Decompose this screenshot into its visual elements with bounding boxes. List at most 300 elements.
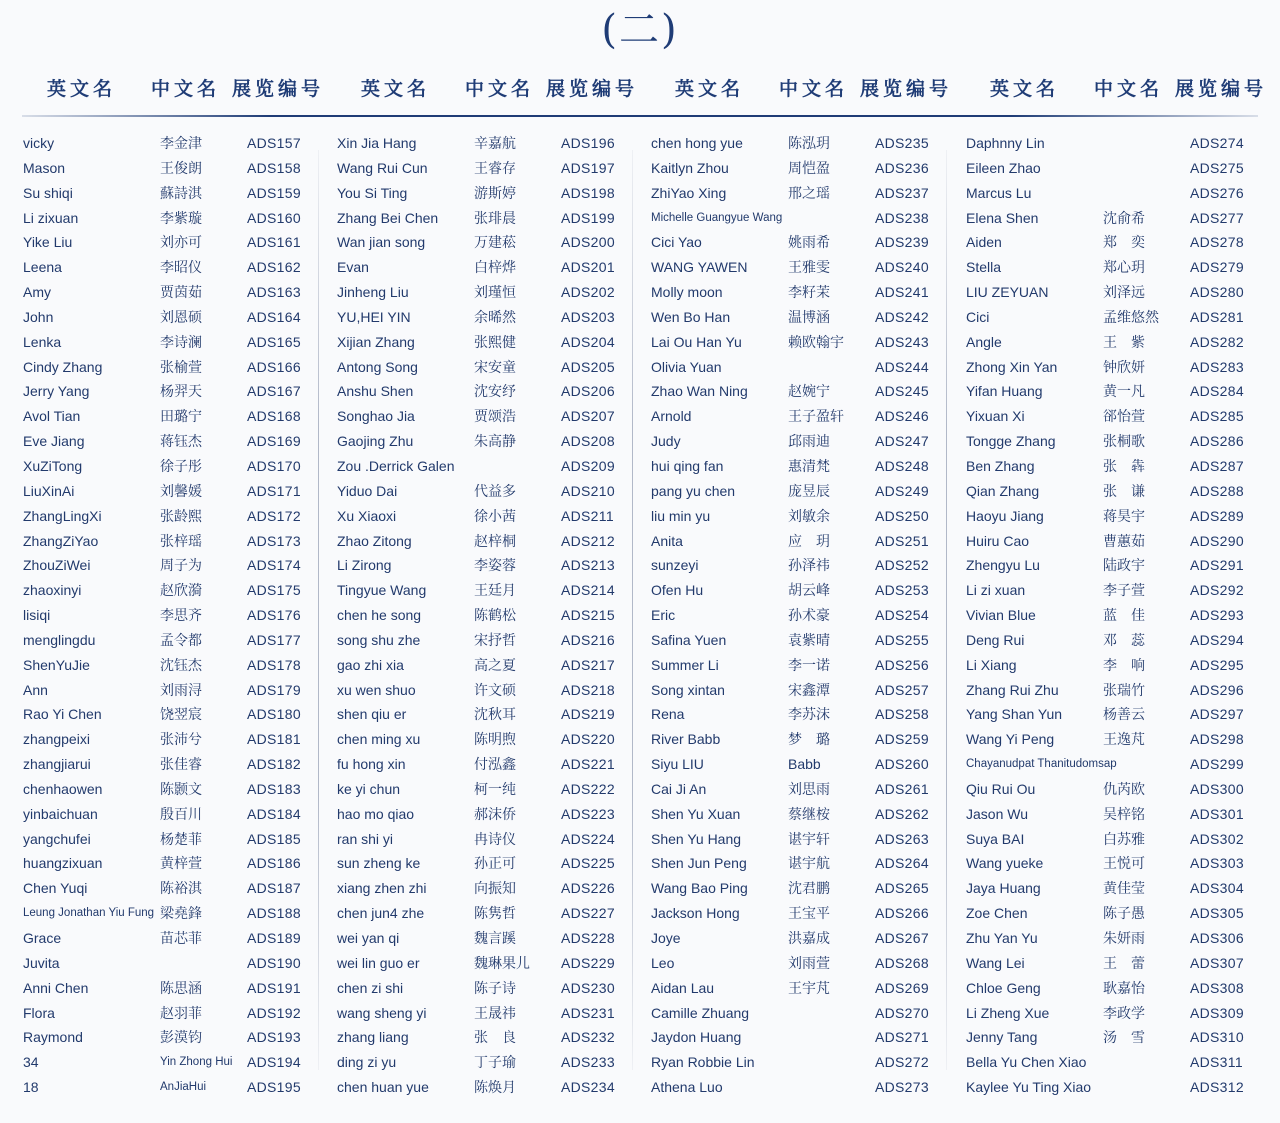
english-name: John: [23, 308, 54, 325]
english-name: Deng Rui: [966, 631, 1025, 648]
exhibit-number: ADS209: [561, 457, 615, 474]
list-item: [966, 752, 1266, 777]
list-item: [651, 181, 951, 206]
exhibit-number: ADS264: [875, 855, 929, 872]
exhibit-number: ADS292: [1190, 582, 1244, 599]
english-name: WANG YAWEN: [651, 259, 748, 276]
chinese-name: 刘思雨: [788, 780, 830, 797]
chinese-name: Babb: [788, 756, 821, 773]
english-name: LiuXinAi: [23, 482, 75, 499]
list-item: [23, 355, 323, 380]
english-name: Zhang Bei Chen: [337, 209, 439, 226]
english-name: Jinheng Liu: [337, 284, 409, 301]
english-name: Anshu Shen: [337, 383, 414, 400]
english-name: pang yu chen: [651, 482, 736, 499]
english-name: Leena: [23, 259, 62, 276]
list-item: [966, 802, 1266, 827]
exhibit-number: ADS277: [1190, 209, 1244, 226]
exhibit-number: ADS187: [247, 880, 301, 897]
exhibit-number: ADS190: [247, 954, 301, 971]
list-item: [966, 727, 1266, 752]
exhibit-number: ADS230: [561, 979, 615, 996]
chinese-name: 彭漠钧: [160, 1029, 202, 1046]
chinese-name: 张龄熙: [160, 507, 202, 524]
chinese-name: 李苏沫: [788, 706, 830, 723]
english-name: Siyu LIU: [651, 756, 704, 773]
exhibit-number: ADS219: [561, 706, 615, 723]
english-name: song shu zhe: [337, 631, 421, 648]
chinese-name: 袁紫晴: [788, 631, 830, 648]
english-name: Xin Jia Hang: [337, 135, 417, 151]
list-item: [966, 206, 1266, 231]
exhibit-number: ADS167: [247, 383, 301, 400]
english-name: liu min yu: [651, 507, 711, 524]
english-name: 18: [23, 1079, 39, 1096]
header-chinese-name-4: 中文名: [1094, 79, 1164, 100]
english-name: Eric: [651, 607, 676, 624]
english-name: vicky: [23, 135, 55, 151]
header-english-name-1: 英文名: [47, 79, 117, 100]
exhibit-number: ADS238: [875, 209, 929, 226]
english-name: Raymond: [23, 1029, 83, 1046]
chinese-name: 蓝 佳: [1103, 607, 1145, 624]
english-name: lisiqi: [23, 607, 51, 624]
english-name: Song xintan: [651, 681, 725, 698]
exhibit-number: ADS215: [561, 607, 615, 624]
exhibit-number: ADS178: [247, 656, 301, 673]
chinese-name: 李籽茉: [788, 284, 830, 301]
list-item: [337, 1001, 637, 1026]
list-item: [966, 553, 1266, 578]
name-list-column-3: [651, 131, 951, 1100]
english-name: Athena Luo: [651, 1079, 723, 1096]
chinese-name: 刘馨媛: [160, 482, 202, 499]
english-name: Wang Yi Peng: [966, 731, 1055, 748]
list-item: [23, 206, 323, 231]
exhibit-number: ADS272: [875, 1054, 929, 1071]
chinese-name: 朱妍雨: [1103, 930, 1145, 946]
exhibit-number: ADS307: [1190, 954, 1244, 971]
chinese-name: 孟令都: [160, 631, 202, 648]
english-name: Amy: [23, 284, 51, 301]
list-item: [337, 1075, 637, 1100]
list-item: [337, 429, 637, 454]
list-item: [337, 951, 637, 976]
english-name: gao zhi xia: [337, 656, 404, 673]
list-item: [966, 454, 1266, 479]
chinese-name: 王悦可: [1103, 855, 1145, 872]
list-item: [966, 951, 1266, 976]
list-item: [23, 280, 323, 305]
exhibit-number: ADS240: [875, 259, 929, 276]
english-name: You Si Ting: [337, 184, 408, 201]
exhibit-number: ADS294: [1190, 631, 1244, 648]
exhibit-number: ADS237: [875, 184, 929, 201]
chinese-name: 陈隽哲: [474, 905, 516, 922]
english-name: Anni Chen: [23, 979, 89, 996]
english-name: hao mo qiao: [337, 805, 415, 822]
exhibit-number: ADS311: [1190, 1054, 1243, 1071]
english-name: Zhengyu Lu: [966, 557, 1040, 574]
exhibit-number: ADS217: [561, 656, 615, 673]
exhibit-number: ADS182: [247, 756, 301, 773]
english-name: Kaylee Yu Ting Xiao: [966, 1079, 1092, 1096]
english-name: Joye: [651, 930, 681, 946]
english-name: Jaya Huang: [966, 880, 1041, 897]
english-name: Michelle Guangyue Wang: [651, 211, 783, 224]
chinese-name: 沈钰杰: [160, 656, 202, 673]
list-item: [966, 1025, 1266, 1050]
exhibit-number: ADS287: [1190, 457, 1244, 474]
exhibit-number: ADS174: [247, 557, 301, 574]
chinese-name: 郝沫侨: [474, 805, 516, 822]
chinese-name: 李昭仪: [160, 259, 202, 276]
list-item: [651, 802, 951, 827]
exhibit-number: ADS224: [561, 830, 615, 847]
list-item: [651, 1001, 951, 1026]
list-item: [23, 752, 323, 777]
header-chinese-name-3: 中文名: [779, 79, 849, 100]
chinese-name: 朱高静: [474, 433, 516, 450]
chinese-name: 王 蕾: [1103, 954, 1145, 971]
list-item: [23, 1075, 323, 1100]
english-name: Haoyu Jiang: [966, 507, 1044, 524]
english-name: Avol Tian: [23, 408, 81, 425]
list-item: [337, 131, 637, 156]
header-chinese-name-2: 中文名: [465, 79, 535, 100]
list-item: [337, 752, 637, 777]
exhibit-number: ADS252: [875, 557, 929, 574]
english-name: Qiu Rui Ou: [966, 780, 1036, 797]
list-item: [337, 976, 637, 1001]
list-item: [651, 305, 951, 330]
exhibit-number: ADS214: [561, 582, 615, 599]
exhibit-number: ADS160: [247, 209, 301, 226]
exhibit-number: ADS274: [1190, 135, 1244, 151]
chinese-name: 柯一纯: [474, 780, 516, 797]
list-item: [337, 529, 637, 554]
chinese-name: 蒋昊宇: [1103, 507, 1145, 524]
list-item: [23, 479, 323, 504]
exhibit-number: ADS172: [247, 507, 301, 524]
exhibit-number: ADS177: [247, 631, 301, 648]
chinese-name: 洪嘉成: [788, 930, 830, 946]
list-item: [337, 628, 637, 653]
english-name: Safina Yuen: [651, 631, 727, 648]
chinese-name: 邓 蕊: [1103, 631, 1145, 648]
english-name: shen qiu er: [337, 706, 407, 723]
list-item: [337, 355, 637, 380]
list-item: [966, 1001, 1266, 1026]
list-item: [966, 479, 1266, 504]
chinese-name: 黄一凡: [1103, 383, 1145, 400]
english-name: Shen Yu Hang: [651, 830, 742, 847]
english-name: Shen Jun Peng: [651, 855, 747, 872]
exhibit-number: ADS164: [247, 308, 301, 325]
english-name: Chen Yuqi: [23, 880, 88, 897]
english-name: chen zi shi: [337, 979, 404, 996]
english-name: wang sheng yi: [337, 1004, 427, 1021]
exhibit-number: ADS247: [875, 433, 929, 450]
chinese-name: 邱雨迪: [788, 433, 830, 450]
list-item: [651, 578, 951, 603]
chinese-name: 刘亦可: [160, 234, 202, 251]
list-item: [337, 305, 637, 330]
list-item: [651, 752, 951, 777]
english-name: chen hong yue: [651, 135, 743, 151]
english-name: Zhang Rui Zhu: [966, 681, 1059, 698]
exhibit-number: ADS285: [1190, 408, 1244, 425]
chinese-name: 余晞然: [474, 308, 516, 325]
list-item: [23, 777, 323, 802]
exhibit-number: ADS248: [875, 457, 929, 474]
english-name: Li Zheng Xue: [966, 1004, 1050, 1021]
chinese-name: 宋安童: [474, 358, 516, 375]
name-list-column-4: [966, 131, 1266, 1100]
list-item: [966, 404, 1266, 429]
english-name: Lenka: [23, 333, 62, 350]
list-item: [23, 901, 323, 926]
english-name: Aiden: [966, 234, 1002, 251]
list-item: [651, 901, 951, 926]
english-name: ding zi yu: [337, 1054, 397, 1071]
english-name: Molly moon: [651, 284, 723, 301]
chinese-name: 宋抒哲: [474, 631, 516, 648]
list-item: [23, 951, 323, 976]
chinese-name: 李思齐: [160, 607, 202, 624]
list-item: [23, 727, 323, 752]
list-item: [337, 504, 637, 529]
list-item: [966, 305, 1266, 330]
chinese-name: 万建菘: [474, 234, 516, 251]
english-name: Lai Ou Han Yu: [651, 333, 742, 350]
exhibit-number: ADS170: [247, 457, 301, 474]
exhibit-number: ADS306: [1190, 930, 1244, 946]
chinese-name: 贾颂浩: [474, 408, 516, 425]
exhibit-number: ADS246: [875, 408, 929, 425]
exhibit-number: ADS269: [875, 979, 929, 996]
exhibit-number: ADS282: [1190, 333, 1244, 350]
list-item: [23, 131, 323, 156]
chinese-name: 饶翌宸: [160, 706, 202, 723]
list-item: [966, 230, 1266, 255]
exhibit-number: ADS290: [1190, 532, 1244, 549]
header-chinese-name-1: 中文名: [151, 79, 221, 100]
list-item: [651, 628, 951, 653]
english-name: Yifan Huang: [966, 383, 1043, 400]
english-name: Leo: [651, 954, 675, 971]
list-item: [966, 181, 1266, 206]
list-item: [23, 230, 323, 255]
exhibit-number: ADS191: [247, 979, 301, 996]
list-item: [651, 1025, 951, 1050]
list-item: [337, 156, 637, 181]
exhibit-number: ADS250: [875, 507, 929, 524]
page-title: (二): [601, 7, 679, 53]
list-item: [337, 479, 637, 504]
chinese-name: 谌宇轩: [788, 830, 830, 847]
exhibit-number: ADS284: [1190, 383, 1244, 400]
english-name: ke yi chun: [337, 780, 401, 797]
english-name: Eve Jiang: [23, 433, 85, 450]
chinese-name: 胡云峰: [788, 582, 830, 599]
chinese-name: 徐小茜: [474, 507, 516, 524]
english-name: chen huan yue: [337, 1079, 429, 1096]
chinese-name: 郤怡萱: [1103, 408, 1145, 425]
exhibit-number: ADS169: [247, 433, 301, 450]
exhibit-number: ADS253: [875, 582, 929, 599]
chinese-name: 田璐宁: [160, 408, 202, 425]
english-name: Jaydon Huang: [651, 1029, 742, 1046]
exhibit-number: ADS159: [247, 184, 301, 201]
exhibit-number: ADS188: [247, 905, 301, 922]
list-item: [966, 131, 1266, 156]
exhibit-number: ADS245: [875, 383, 929, 400]
list-item: [651, 454, 951, 479]
english-name: Jerry Yang: [23, 383, 90, 400]
list-item: [337, 330, 637, 355]
english-name: Suya BAI: [966, 830, 1025, 847]
chinese-name: 王宝平: [788, 905, 830, 922]
english-name: chen ming xu: [337, 731, 421, 748]
english-name: wei yan qi: [337, 930, 400, 946]
english-name: Xijian Zhang: [337, 333, 415, 350]
chinese-name: 刘泽远: [1103, 284, 1145, 301]
exhibit-number: ADS165: [247, 333, 301, 350]
list-item: [966, 827, 1266, 852]
english-name: Jason Wu: [966, 805, 1028, 822]
english-name: Xu Xiaoxi: [337, 507, 397, 524]
english-name: Ofen Hu: [651, 582, 704, 599]
english-name: Anita: [651, 532, 683, 549]
english-name: zhangpeixi: [23, 731, 90, 748]
chinese-name: 陈焕月: [474, 1079, 516, 1096]
exhibit-number: ADS304: [1190, 880, 1244, 897]
chinese-name: 王宇芃: [788, 979, 830, 996]
exhibit-number: ADS195: [247, 1079, 301, 1096]
chinese-name: 陈泓玥: [788, 135, 830, 151]
list-item: [337, 851, 637, 876]
exhibit-number: ADS158: [247, 159, 301, 176]
chinese-name: 梦 璐: [788, 731, 830, 748]
exhibit-number: ADS218: [561, 681, 615, 698]
list-item: [651, 1075, 951, 1100]
exhibit-number: ADS251: [875, 532, 929, 549]
list-item: [966, 603, 1266, 628]
exhibit-number: ADS210: [561, 482, 615, 499]
english-name: Cici: [966, 308, 990, 325]
exhibit-number: ADS239: [875, 234, 929, 251]
english-name: XuZiTong: [23, 457, 83, 474]
english-name: Ann: [23, 681, 48, 698]
header-english-name-4: 英文名: [990, 79, 1060, 100]
list-item: [23, 330, 323, 355]
exhibit-number: ADS303: [1190, 855, 1244, 872]
header-divider: [22, 115, 1258, 117]
exhibit-number: ADS189: [247, 930, 301, 946]
exhibit-number: ADS291: [1190, 557, 1244, 574]
english-name: Ryan Robbie Lin: [651, 1054, 755, 1071]
chinese-name: 王逸芃: [1103, 731, 1145, 748]
exhibit-number: ADS273: [875, 1079, 929, 1096]
exhibit-number: ADS258: [875, 706, 929, 723]
exhibit-number: ADS298: [1190, 731, 1244, 748]
english-name: Tingyue Wang: [337, 582, 427, 599]
english-name: Yiduo Dai: [337, 482, 398, 499]
english-name: Yike Liu: [23, 234, 73, 251]
exhibit-number: ADS204: [561, 333, 615, 350]
exhibit-number: ADS227: [561, 905, 615, 922]
english-name: hui qing fan: [651, 457, 724, 474]
list-item: [966, 156, 1266, 181]
exhibit-number: ADS266: [875, 905, 929, 922]
list-item: [651, 255, 951, 280]
list-item: [651, 1050, 951, 1075]
exhibit-number: ADS176: [247, 607, 301, 624]
list-item: [651, 777, 951, 802]
list-item: [966, 379, 1266, 404]
list-item: [23, 454, 323, 479]
list-item: [966, 976, 1266, 1001]
exhibit-number: ADS286: [1190, 433, 1244, 450]
english-name: Qian Zhang: [966, 482, 1040, 499]
list-item: [337, 255, 637, 280]
list-item: [651, 653, 951, 678]
english-name: Zoe Chen: [966, 905, 1028, 922]
header-exhibit-number-1: 展览编号: [232, 79, 325, 100]
list-item: [23, 156, 323, 181]
exhibit-number: ADS299: [1190, 756, 1244, 773]
english-name: Leung Jonathan Yiu Fung: [23, 907, 155, 920]
chinese-name: 王雅雯: [788, 259, 830, 276]
english-name: Li zixuan: [23, 209, 79, 226]
list-item: [337, 901, 637, 926]
exhibit-number: ADS270: [875, 1004, 929, 1021]
chinese-name: 陈子愚: [1103, 905, 1145, 922]
english-name: Summer Li: [651, 656, 719, 673]
english-name: Elena Shen: [966, 209, 1039, 226]
chinese-name: 杨善云: [1103, 706, 1145, 723]
exhibit-number: ADS243: [875, 333, 929, 350]
english-name: Wang Rui Cun: [337, 159, 428, 176]
list-item: [23, 404, 323, 429]
english-name: Zhao Zitong: [337, 532, 412, 549]
english-name: River Babb: [651, 731, 721, 748]
header-exhibit-number-4: 展览编号: [1175, 79, 1268, 100]
exhibit-number: ADS175: [247, 582, 301, 599]
list-item: [23, 628, 323, 653]
name-list-column-1: [23, 131, 323, 1100]
chinese-name: 蒋钰杰: [160, 433, 202, 450]
exhibit-number: ADS271: [875, 1029, 929, 1046]
exhibit-number: ADS223: [561, 805, 615, 822]
list-item: [337, 777, 637, 802]
exhibit-number: ADS211: [561, 507, 614, 524]
chinese-name: 温博涵: [788, 308, 830, 325]
list-item: [651, 230, 951, 255]
exhibit-number: ADS260: [875, 756, 929, 773]
list-item: [337, 1025, 637, 1050]
english-name: xu wen shuo: [337, 681, 416, 698]
exhibit-number: ADS199: [561, 209, 615, 226]
english-name: Yixuan Xi: [966, 408, 1025, 425]
english-name: wei lin guo er: [337, 954, 420, 971]
english-name: Chloe Geng: [966, 979, 1041, 996]
exhibit-number: ADS205: [561, 358, 615, 375]
english-name: xiang zhen zhi: [337, 880, 427, 897]
list-item: [966, 851, 1266, 876]
exhibit-number: ADS293: [1190, 607, 1244, 624]
